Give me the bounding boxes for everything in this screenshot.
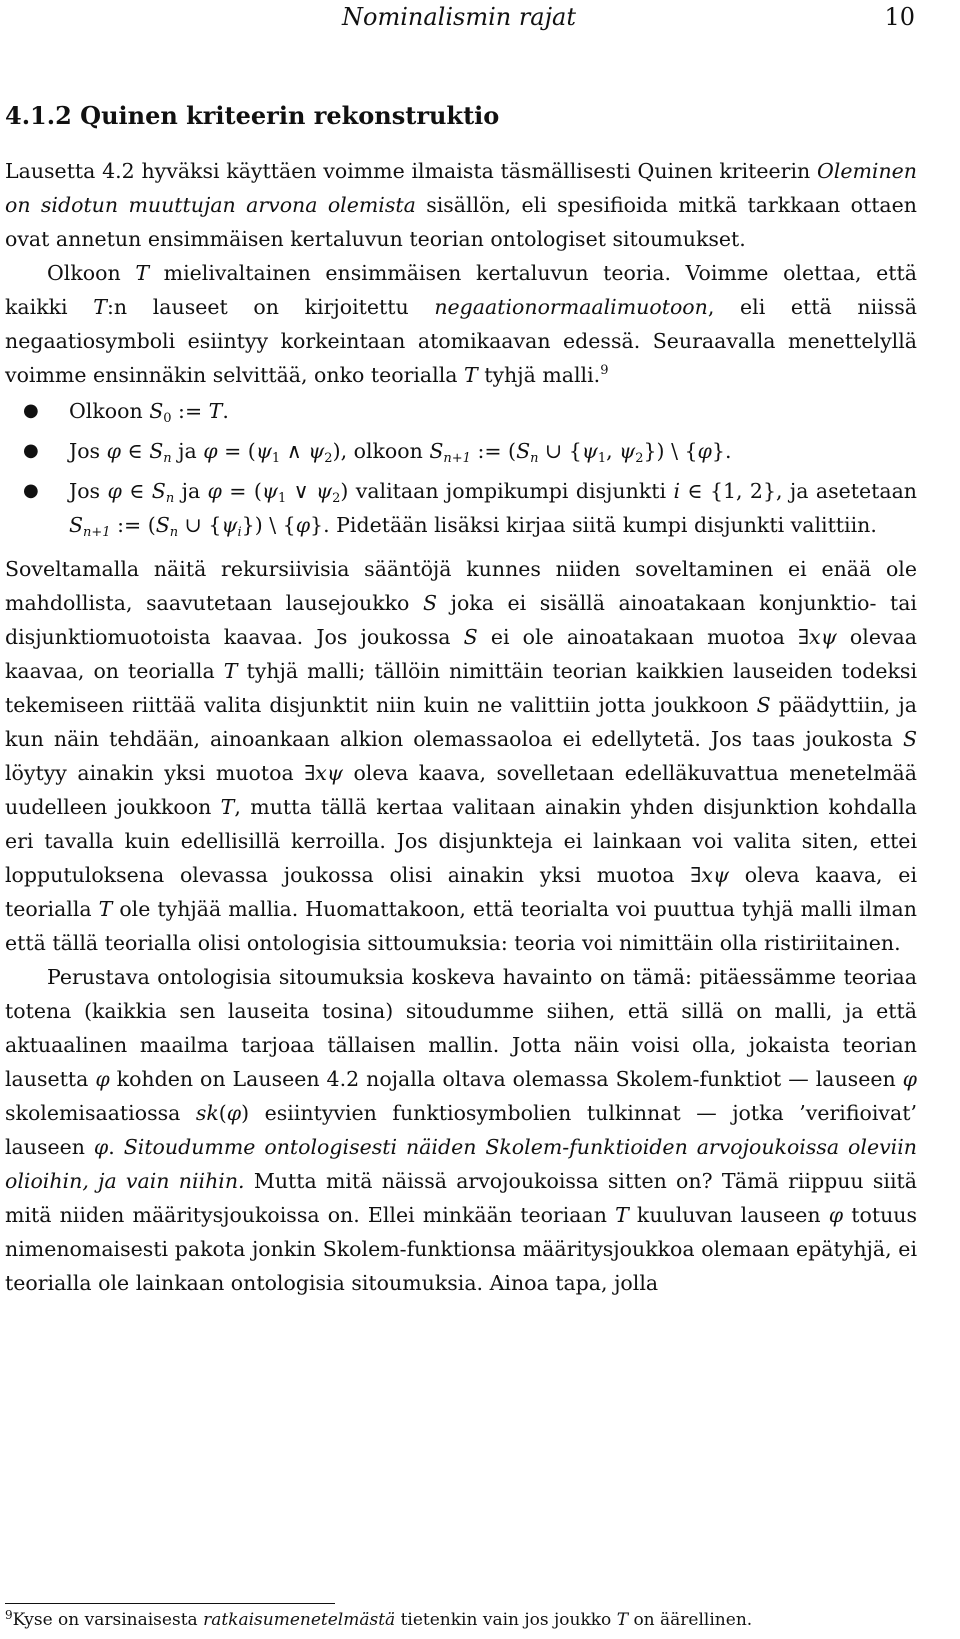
page-number: 10 (884, 3, 915, 31)
paragraph-1 (5, 154, 917, 256)
list-item (5, 434, 917, 468)
text-run: Jos (69, 439, 107, 463)
paragraph-4 (5, 960, 917, 1300)
math-var: T (208, 399, 223, 423)
math-sub: n+1 (443, 451, 471, 466)
section-heading: 4.1.2 Quinen kriteerin rekonstruktio (5, 101, 500, 130)
text-run: = ( (221, 479, 262, 503)
text-run: Olkoon (47, 261, 136, 285)
running-title: Nominalismin rajat (342, 3, 577, 31)
math-var: φ (93, 1135, 109, 1159)
text-run: tyhjä malli; tällöin nimittäin teorian kaikkien lauseiden todeksi tekemiseen riittää valita disjunktit niin kuin ne valittiin jotta joukkoon (5, 659, 917, 717)
text-run: kuuluvan lauseen (628, 1203, 829, 1227)
text-run: ∈ {1, 2}, ja asetetaan (680, 479, 917, 503)
math-sub: 1 (271, 451, 281, 466)
text-run: kohden on Lauseen 4.2 nojalla oltava olemassa Skolem-funktiot — lauseen (109, 1067, 903, 1091)
text-run: . (108, 1135, 124, 1159)
math-var: T (464, 363, 478, 387)
math-var: T (223, 659, 238, 683)
math-var: S (155, 513, 170, 537)
math-formula: ∃xψ (798, 625, 837, 649)
text-run: ( (218, 1101, 227, 1125)
text-run: tietenkin vain jos joukko (395, 1610, 617, 1630)
math-sub: n (169, 525, 179, 540)
text-run: , eli että niissä negaatiosymboli esiintyy korkeintaan atomikaavan edessä. Seuraavalla menettelyllä voimme ensinnäkin selvittää, onko teorialla (5, 295, 917, 387)
math-var: φ (226, 1101, 242, 1125)
text-run: sisällön, eli spesifioida mitkä tarkkaan ottaen ovat annetun ensimmäisen kertaluvun teorian ontologiset sitoumukset. (5, 193, 917, 251)
math-var: φ (828, 1203, 844, 1227)
paragraph-3 (5, 552, 917, 960)
bullet-icon: ● (23, 480, 39, 501)
text-run: ∨ (286, 479, 316, 503)
math-var: φ (902, 1067, 917, 1091)
list-item (5, 474, 917, 542)
list-item (5, 394, 917, 428)
math-var: φ (295, 513, 311, 537)
math-var: S (429, 439, 444, 463)
math-var: T (616, 1610, 629, 1630)
math-sub: n (163, 451, 172, 466)
math-formula: ∃xψ (690, 863, 730, 887)
text-run: , (606, 439, 620, 463)
math-var: T (615, 1203, 629, 1227)
text-run: }. Pidetään lisäksi kirjaa siitä kumpi disjunkti valittiin. (310, 513, 877, 537)
math-var: S (149, 439, 164, 463)
paragraph-2 (5, 256, 917, 392)
math-var: φ (106, 439, 121, 463)
text-run: Lausetta 4.2 hyväksi käyttäen voimme ilmaista täsmällisesti Quinen kriteerin (5, 159, 817, 183)
math-var: ψ (261, 479, 278, 503)
math-var: φ (697, 439, 712, 463)
math-formula: ∃xψ (304, 761, 343, 785)
text-run: joka ei sisällä ainoatakaan konjunktio- tai disjunktiomuotoista kaavaa. Jos joukossa (5, 591, 917, 649)
text-run: :n lauseet on kirjoitettu (106, 295, 435, 319)
math-var: S (69, 513, 84, 537)
math-var: φ (207, 479, 222, 503)
text-run: mielivaltainen ensimmäisen kertaluvun teoria. Voimme olettaa, että kaikki (5, 261, 917, 319)
text-run: . (222, 399, 229, 423)
bullet-icon: ● (23, 400, 39, 421)
text-run: päädyttiin, ja kun näin tehdään, ainoankaan alkion olemassaoloa ei edellytetä. Jos taas joukosta (5, 693, 917, 751)
text-run: Jos (69, 479, 108, 503)
text-run: , mutta tällä kertaa valitaan ainakin yhden disjunktion kohdalla eri tavalla kuin edellisillä kerroilla. Jos disjunkteja ei lainkaan voi valita siten, ettei lopputuloksena olevassa joukossa olisi ainakin yksi muotoa (5, 795, 917, 887)
text-run: Soveltamalla näitä rekursiivisia sääntöjä kunnes niiden soveltaminen ei enää ole mahdollista, saavutetaan lausejoukko (5, 557, 917, 615)
math-sub: n+1 (83, 525, 111, 540)
math-var: S (149, 399, 164, 423)
text-run: oleva kaava, ei teorialla (5, 863, 917, 921)
text-run: := (171, 399, 209, 423)
math-var: ψ (581, 439, 598, 463)
text-run: ∧ (280, 439, 309, 463)
text-run: Kyse on varsinaisesta (12, 1610, 204, 1630)
text-run: Perustava ontologisia sitoumuksia koskeva havainto on tämä: pitäessämme teoriaa totena (kaikkia sen lauseita tosina) sitoudumme siihen, että sillä on malli, ja että aktuaalinen maailma tarjoaa tällaisen mallin. Jotta näin voisi olla, jokaista teorian lausetta (5, 965, 917, 1091)
emphasis: negaationormaalimuotoon (434, 295, 708, 319)
math-var: S (756, 693, 771, 717)
math-var: T (98, 897, 113, 921)
text-run: Mutta mitä näissä arvojoukoissa sitten on? Tämä riippuu siitä mitä niiden määritysjoukoissa on. Ellei minkään teoriaan (5, 1169, 917, 1227)
math-sub: 1 (277, 491, 287, 506)
footnote (5, 1608, 920, 1632)
math-var: ψ (255, 439, 272, 463)
body-text (5, 154, 917, 1300)
text-run: = ( (217, 439, 256, 463)
math-sub: 1 (597, 451, 607, 466)
footnote-mark[interactable]: 9 (600, 363, 609, 378)
text-run: totuus nimenomaisesti pakota jonkin Skolem-funktionsa määritysjoukkoa olemaan epätyhjä, ei teorialla ole lainkaan ontologisia sitoumuksia. Ainoa tapa, jolla (5, 1203, 917, 1295)
math-sub: n (165, 491, 175, 506)
text-run: }) \ { (643, 439, 698, 463)
math-sub: 2 (635, 451, 644, 466)
text-run: ) esiintyvien funktiosymbolien tulkinnat — jotka ’verifioivat’ lauseen (5, 1101, 917, 1159)
math-sub: 2 (332, 491, 341, 506)
math-var: S (422, 591, 438, 615)
math-var: T (220, 795, 235, 819)
math-sub: 2 (324, 451, 333, 466)
text-run: ) valitaan jompikumpi disjunkti (340, 479, 674, 503)
text-run: ei ole ainoatakaan muotoa (477, 625, 799, 649)
text-run: := ( (470, 439, 517, 463)
text-run: skolemisaatiossa (5, 1101, 196, 1125)
math-var: i (673, 479, 680, 503)
footnote-number: 9 (5, 1608, 13, 1622)
math-var: ψ (221, 513, 238, 537)
text-run: olevaa kaavaa, on teorialla (5, 625, 917, 683)
text-run: ole tyhjää mallia. Huomattakoon, että teorialta voi puuttua tyhjä malli ilman että tällä teorialla olisi ontologisia sittoumuksia: teoria voi nimittäin olla ristiriitainen. (5, 897, 917, 955)
math-sub: i (237, 525, 242, 540)
math-sub: n (530, 451, 539, 466)
text-run: löytyy ainakin yksi muotoa (5, 761, 305, 785)
bullet-icon: ● (23, 440, 39, 461)
text-run: ja (171, 439, 204, 463)
math-var: T (135, 261, 149, 285)
footnote-rule (5, 1603, 335, 1604)
text-run: }. (711, 439, 732, 463)
math-var: sk (195, 1101, 219, 1125)
math-sub: 0 (163, 411, 172, 426)
text-run: ja (174, 479, 208, 503)
math-var: φ (203, 439, 218, 463)
math-var: ψ (308, 439, 325, 463)
emphasis: ratkaisumenetelmästä (203, 1610, 396, 1630)
text-run: on äärellinen. (628, 1610, 753, 1630)
math-var: S (516, 439, 531, 463)
math-var: S (902, 727, 917, 751)
text-run: ∈ (120, 439, 150, 463)
emphasis: Oleminen on sidotun muuttujan arvona olemista (5, 159, 917, 217)
text-run: ∪ { (178, 513, 222, 537)
text-run: ∪ { (538, 439, 582, 463)
text-run: Olkoon (69, 399, 150, 423)
emphasis: Sitoudumme ontologisesti näiden Skolem-funktioiden arvojoukoissa oleviin olioihin, ja vain niihin. (5, 1135, 917, 1193)
rule-list (5, 394, 917, 542)
text-run: }) \ { (241, 513, 296, 537)
math-var: S (463, 625, 478, 649)
math-var: ψ (316, 479, 333, 503)
text-run: := ( (110, 513, 156, 537)
text-run: tyhjä malli. (477, 363, 601, 387)
text-run: oleva kaava, sovelletaan edelläkuvattua menetelmää uudelleen joukkoon (5, 761, 917, 819)
text-run: ), olkoon (332, 439, 430, 463)
text-run: ∈ (121, 479, 152, 503)
math-var: φ (107, 479, 122, 503)
math-var: S (151, 479, 166, 503)
math-var: T (93, 295, 107, 319)
math-var: φ (95, 1067, 110, 1091)
math-var: ψ (619, 439, 636, 463)
